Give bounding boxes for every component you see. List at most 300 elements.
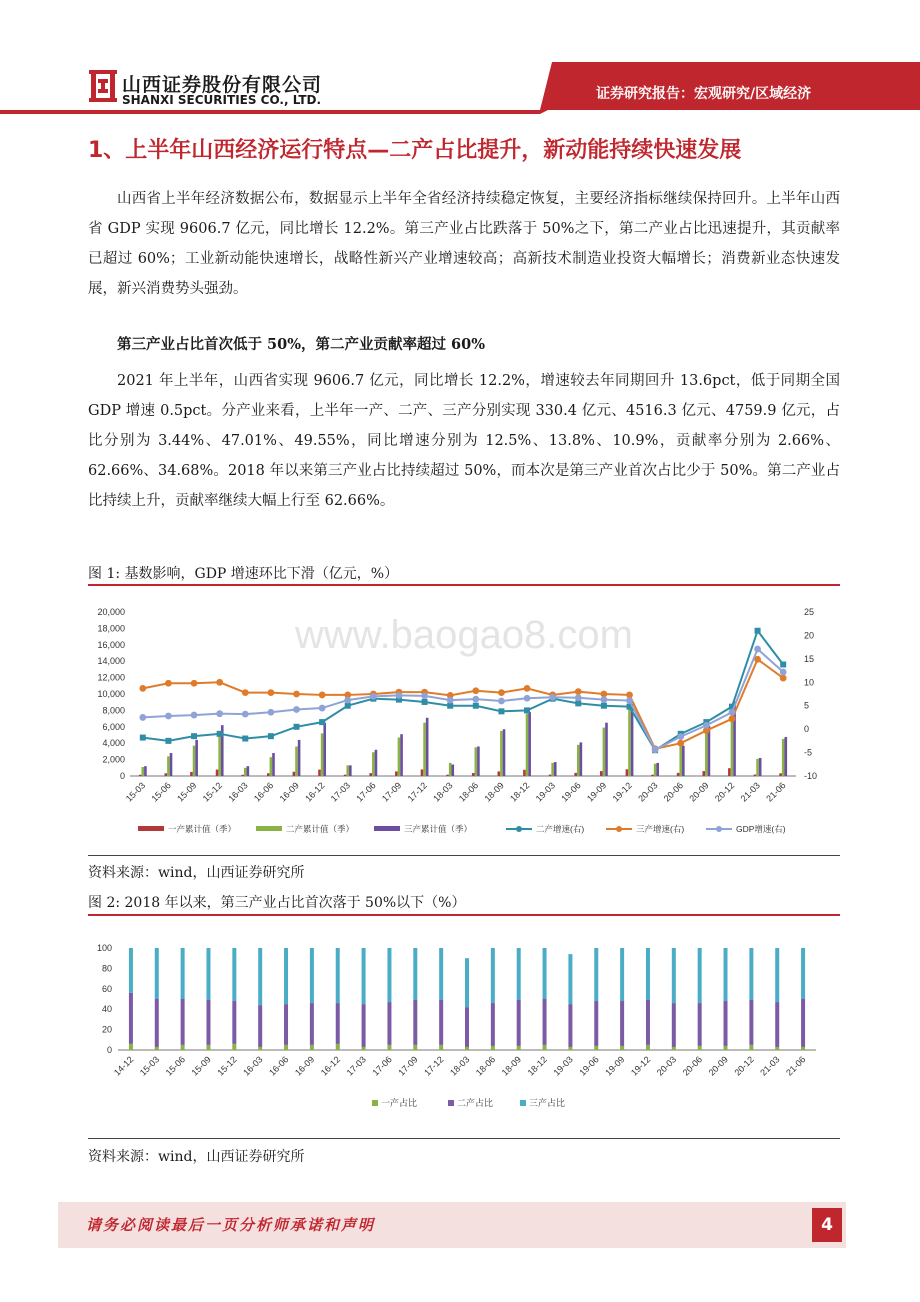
bar-2	[144, 766, 147, 776]
x-tick-label: 20-12	[713, 780, 737, 804]
bar-2	[605, 723, 608, 776]
stacked-bar-0	[724, 1046, 728, 1050]
stacked-bar-2	[129, 948, 133, 993]
x-tick-label: 18-03	[448, 1054, 472, 1078]
line-point	[575, 688, 582, 695]
x-tick-label: 16-09	[292, 1054, 317, 1078]
stacked-bar-1	[413, 1000, 417, 1045]
bar-0	[754, 775, 757, 776]
line-series-1	[143, 659, 783, 748]
bar-1	[475, 747, 478, 776]
stacked-bar-1	[181, 999, 185, 1045]
line-point	[267, 689, 274, 696]
bar-1	[167, 756, 170, 776]
line-point	[703, 722, 710, 729]
stacked-bar-1	[749, 1000, 753, 1045]
y-tick-label: 0	[106, 1045, 112, 1055]
bar-2	[349, 765, 352, 776]
watermark: www.baogao8.com	[295, 613, 633, 657]
bar-0	[165, 773, 168, 776]
stacked-bar-2	[465, 958, 469, 1007]
figure2-caption: 图 2: 2018 年以来，第三产业占比首次落于 50%以下（%）	[88, 895, 466, 911]
bar-2	[503, 729, 506, 776]
bar-1	[218, 734, 221, 776]
bar-1	[654, 764, 657, 776]
line-point	[345, 703, 351, 709]
bar-2	[323, 723, 326, 776]
x-tick-label: 21-03	[738, 780, 762, 804]
stacked-bar-1	[517, 1000, 521, 1046]
bar-0	[702, 771, 705, 776]
line-point	[549, 694, 556, 701]
x-tick-label: 19-09	[603, 1054, 627, 1078]
y-tick-label: 60	[101, 983, 112, 994]
bar-0	[523, 770, 526, 776]
bar-2	[554, 762, 557, 776]
body-paragraph	[88, 366, 840, 516]
stacked-bar-2	[232, 948, 236, 1001]
x-tick-label: 15-09	[189, 1054, 213, 1078]
bar-1	[398, 737, 401, 776]
stacked-bar-1	[594, 1001, 598, 1046]
x-tick-label: 16-06	[251, 780, 276, 804]
stacked-bar-1	[465, 1007, 469, 1047]
legend-swatch	[374, 826, 400, 831]
bar-0	[549, 775, 552, 776]
figure1-top-rule	[88, 584, 840, 586]
line-point	[755, 628, 761, 634]
x-tick-label: 20-03	[654, 1054, 679, 1078]
line-point	[319, 719, 325, 725]
x-tick-label: 17-06	[354, 780, 378, 804]
x-tick-label: 15-03	[137, 1054, 162, 1078]
stacked-bar-1	[362, 1004, 366, 1047]
bar-0	[344, 775, 347, 776]
line-point	[139, 714, 146, 721]
line-point	[498, 689, 505, 696]
y-left-tick-label: 20,000	[97, 607, 125, 617]
x-tick-label: 14-12	[111, 1054, 136, 1078]
section-title: 1、上半年山西经济运行特点—二产占比提升，新动能持续快速发展	[88, 138, 742, 163]
bar-1	[731, 713, 734, 776]
bar-0	[318, 770, 321, 776]
line-point	[216, 710, 223, 717]
line-point	[268, 733, 274, 739]
stacked-bar-1	[568, 1004, 572, 1047]
stacked-bar-2	[284, 948, 288, 1004]
stacked-bar-1	[620, 1001, 624, 1046]
x-tick-label: 19-12	[629, 1054, 653, 1078]
y-left-tick-label: 18,000	[97, 623, 125, 634]
bar-2	[298, 740, 301, 776]
x-tick-label: 15-03	[123, 780, 148, 804]
stacked-bar-0	[258, 1047, 262, 1050]
stacked-bar-0	[465, 1047, 469, 1050]
stacked-bar-1	[698, 1003, 702, 1046]
bar-1	[782, 739, 785, 776]
line-point	[447, 697, 454, 704]
stacked-bar-2	[594, 948, 598, 1001]
line-point	[575, 694, 582, 701]
line-point	[498, 698, 505, 705]
stacked-bar-0	[517, 1046, 521, 1050]
y-tick-label: 40	[101, 1004, 112, 1015]
line-point	[165, 713, 172, 720]
x-tick-label: 17-12	[422, 1054, 446, 1078]
line-point	[422, 699, 428, 705]
legend-label: 一产累计值（季）	[168, 824, 237, 834]
bar-2	[451, 765, 454, 776]
line-point	[242, 689, 249, 696]
y-right-tick-label: 0	[804, 724, 810, 735]
stacked-bar-2	[387, 948, 391, 1002]
stacked-bar-0	[129, 1044, 133, 1050]
bar-2	[528, 712, 531, 776]
bar-2	[759, 758, 762, 776]
legend-swatch	[520, 1100, 526, 1106]
line-point	[293, 706, 300, 713]
x-tick-label: 17-03	[344, 1054, 369, 1078]
x-tick-label: 19-06	[559, 780, 583, 804]
stacked-bar-0	[413, 1045, 417, 1050]
bar-1	[603, 728, 606, 776]
line-point	[575, 700, 581, 706]
line-point	[370, 693, 377, 700]
stacked-bar-1	[232, 1001, 236, 1044]
x-tick-label: 21-06	[764, 780, 788, 804]
company-name-en: SHANXI SECURITIES CO., LTD.	[122, 93, 322, 107]
figure1-bottom-rule	[88, 855, 840, 856]
bar-0	[293, 772, 296, 776]
figure1-chart	[88, 590, 840, 850]
x-tick-label: 18-06	[473, 1054, 498, 1078]
y-tick-label: 80	[101, 963, 112, 974]
line-point	[524, 707, 530, 713]
x-tick-label: 19-03	[551, 1054, 575, 1078]
y-left-tick-label: 0	[119, 771, 125, 781]
legend-label: 三产增速(右)	[636, 824, 685, 834]
y-tick-label: 100	[96, 943, 112, 953]
y-right-tick-label: -5	[804, 747, 813, 758]
stacked-bar-1	[206, 1000, 210, 1045]
bar-2	[247, 766, 250, 776]
y-tick-label: 20	[101, 1024, 112, 1035]
bar-0	[216, 770, 219, 776]
line-point	[600, 696, 607, 703]
stacked-bar-1	[155, 999, 159, 1047]
bar-1	[577, 745, 580, 776]
y-left-tick-label: 4,000	[102, 738, 125, 749]
stacked-bar-2	[362, 948, 366, 1004]
intro-paragraph	[88, 184, 840, 304]
line-point	[780, 669, 787, 676]
stacked-bar-2	[724, 948, 728, 1001]
x-tick-label: 16-12	[318, 1054, 343, 1078]
x-tick-label: 15-12	[215, 1054, 239, 1078]
figure1-caption: 图 1: 基数影响，GDP 增速环比下滑（亿元，%）	[88, 566, 399, 582]
line-point	[677, 740, 684, 747]
stacked-bar-0	[232, 1044, 236, 1050]
bar-1	[372, 752, 375, 776]
y-left-tick-label: 16,000	[97, 639, 125, 650]
stacked-bar-0	[646, 1045, 650, 1050]
bar-0	[779, 773, 782, 776]
x-tick-label: 20-06	[680, 1054, 705, 1078]
sub-title: 第三产业占比首次低于 50%，第二产业贡献率超过 60%	[117, 336, 486, 353]
stacked-bar-2	[543, 948, 547, 999]
legend-swatch	[372, 1100, 378, 1106]
legend-marker	[516, 826, 522, 832]
stacked-bar-0	[155, 1047, 159, 1050]
bar-1	[142, 767, 145, 776]
line-point	[344, 697, 351, 704]
legend-label: 二产占比	[457, 1098, 494, 1108]
stacked-bar-0	[336, 1044, 340, 1050]
bar-0	[472, 773, 475, 776]
y-left-tick-label: 10,000	[97, 689, 125, 699]
line-point	[652, 746, 659, 753]
x-tick-label: 15-06	[149, 780, 173, 804]
line-point	[677, 733, 684, 740]
legend-label: 三产累计值（季）	[404, 824, 473, 834]
y-right-tick-label: 20	[804, 630, 815, 641]
y-left-tick-label: 6,000	[102, 721, 125, 732]
x-tick-label: 20-09	[706, 1054, 730, 1078]
stacked-bar-2	[258, 948, 262, 1005]
bar-0	[267, 773, 270, 776]
bar-2	[784, 737, 787, 776]
stacked-bar-2	[620, 948, 624, 1001]
bar-1	[295, 746, 298, 776]
stacked-bar-1	[258, 1005, 262, 1047]
footer-disclaimer: 请务必阅读最后一页分析师承诺和声明	[86, 1216, 376, 1234]
stacked-bar-1	[543, 999, 547, 1045]
stacked-bar-1	[491, 1003, 495, 1046]
x-tick-label: 19-09	[584, 780, 609, 804]
bar-2	[682, 746, 685, 776]
x-tick-label: 18-06	[456, 780, 481, 804]
stacked-bar-2	[517, 948, 521, 1000]
body-text: 2021 年上半年，山西省实现 9606.7 亿元，同比增长 12.2%，增速较去年同期回升 13.6pct，低于同期全国 GDP 增速 0.5pct。分产业来看，上半年一产、二产、三产分别实现 330.4 亿元、4516.3 亿元、4759.9 亿元，占比分别为 3.44%、47.01%、49.55%，同比增速分别为 12.5%、13.8%、10.9%，贡献率分别为 2.66%、62.66%、34.68%。2018 年以来第三产业占比持续超过 50%，而本次是第三产业首次占比少于 50%。第二产业占比持续上升，贡献率继续大幅上行至 62.66%。	[88, 373, 840, 509]
stacked-bar-1	[724, 1001, 728, 1046]
x-tick-label: 18-12	[525, 1054, 549, 1078]
y-left-tick-label: 12,000	[97, 672, 125, 683]
stacked-bar-0	[801, 1047, 805, 1050]
bar-2	[400, 734, 403, 776]
line-point	[140, 735, 146, 741]
page-number: 4	[812, 1208, 842, 1242]
stacked-bar-1	[129, 993, 133, 1044]
y-right-tick-label: 15	[804, 653, 815, 664]
stacked-bar-1	[646, 1000, 650, 1045]
stacked-bar-0	[620, 1046, 624, 1050]
line-point	[216, 679, 223, 686]
x-tick-label: 18-12	[508, 780, 532, 804]
bar-2	[375, 750, 378, 776]
stacked-bar-2	[336, 948, 340, 1003]
bar-0	[369, 773, 372, 776]
line-point	[472, 687, 479, 694]
x-tick-label: 20-12	[732, 1054, 756, 1078]
line-point	[754, 646, 761, 653]
legend-label: 一产占比	[381, 1098, 418, 1108]
bar-1	[551, 763, 554, 776]
stacked-bar-2	[439, 948, 443, 1000]
x-tick-label: 16-12	[303, 780, 327, 804]
company-logo	[86, 66, 120, 106]
stacked-bar-2	[749, 948, 753, 1000]
stacked-bar-0	[698, 1046, 702, 1050]
stacked-bar-2	[155, 948, 159, 999]
bar-0	[446, 775, 449, 776]
y-left-tick-label: 2,000	[102, 754, 125, 765]
legend-label: 二产累计值（季）	[286, 824, 355, 834]
stacked-bar-2	[568, 954, 572, 1004]
bar-2	[631, 704, 634, 776]
x-tick-label: 16-03	[241, 1054, 265, 1078]
line-point	[191, 712, 198, 719]
line-point	[729, 715, 736, 722]
bar-2	[656, 763, 659, 776]
bar-2	[426, 718, 429, 776]
x-tick-label: 17-12	[405, 780, 429, 804]
stacked-bar-0	[310, 1045, 314, 1050]
bar-1	[628, 709, 631, 776]
figure2-top-rule	[88, 914, 840, 916]
line-point	[242, 711, 249, 718]
bar-0	[600, 771, 603, 776]
line-point	[191, 733, 197, 739]
stacked-bar-1	[775, 1002, 779, 1047]
stacked-bar-2	[646, 948, 650, 1000]
x-tick-label: 20-09	[687, 780, 711, 804]
legend-label: 二产增速(右)	[536, 824, 585, 834]
line-point	[473, 703, 479, 709]
line-point	[780, 675, 787, 682]
bar-1	[679, 746, 682, 776]
figure2-source: 资料来源：wind，山西证券研究所	[88, 1149, 305, 1165]
line-point	[294, 724, 300, 730]
line-point	[165, 680, 172, 687]
figure1-source: 资料来源：wind，山西证券研究所	[88, 865, 305, 881]
x-tick-label: 18-09	[482, 780, 506, 804]
bar-0	[498, 771, 501, 776]
line-point	[293, 691, 300, 698]
stacked-bar-1	[284, 1004, 288, 1045]
stacked-bar-1	[439, 1000, 443, 1045]
x-tick-label: 18-09	[499, 1054, 524, 1078]
legend-marker	[616, 826, 622, 832]
stacked-bar-0	[439, 1045, 443, 1050]
bar-0	[677, 773, 680, 776]
line-point	[472, 696, 479, 703]
stacked-bar-0	[387, 1045, 391, 1050]
line-point	[524, 695, 531, 702]
stacked-bar-2	[672, 948, 676, 1003]
line-point	[165, 738, 171, 744]
stacked-bar-0	[362, 1047, 366, 1050]
stacked-bar-2	[310, 948, 314, 1003]
x-tick-label: 20-06	[661, 780, 686, 804]
bar-1	[193, 746, 196, 776]
y-right-tick-label: 25	[804, 607, 815, 617]
bar-1	[270, 757, 273, 776]
line-point	[729, 709, 736, 716]
bar-1	[756, 759, 759, 776]
x-tick-label: 16-09	[277, 780, 301, 804]
stacked-bar-1	[672, 1003, 676, 1047]
legend-swatch	[256, 826, 282, 831]
stacked-bar-0	[284, 1045, 288, 1050]
bar-2	[580, 742, 583, 776]
x-tick-label: 17-06	[370, 1054, 394, 1078]
figure2-bottom-rule	[88, 1138, 840, 1139]
stacked-bar-1	[387, 1002, 391, 1045]
line-point	[319, 692, 326, 699]
report-type: 证券研究报告：宏观研究/区域经济	[596, 86, 812, 102]
x-tick-label: 19-06	[577, 1054, 601, 1078]
stacked-bar-2	[801, 948, 805, 999]
line-point	[396, 692, 403, 699]
stacked-bar-0	[206, 1045, 210, 1050]
stacked-bar-2	[181, 948, 185, 999]
stacked-bar-1	[336, 1003, 340, 1044]
x-tick-label: 18-03	[431, 780, 455, 804]
bar-0	[651, 775, 654, 776]
bar-1	[423, 723, 426, 776]
stacked-bar-0	[672, 1047, 676, 1050]
y-right-tick-label: -10	[804, 771, 818, 781]
line-point	[601, 703, 607, 709]
stacked-bar-0	[749, 1045, 753, 1050]
line-point	[319, 705, 326, 712]
x-tick-label: 16-06	[267, 1054, 291, 1078]
y-right-tick-label: 5	[804, 700, 810, 711]
line-point	[498, 708, 504, 714]
stacked-bar-2	[413, 948, 417, 1000]
stacked-bar-2	[491, 948, 495, 1003]
line-point	[217, 731, 223, 737]
y-right-tick-label: 10	[804, 677, 815, 688]
x-tick-label: 21-03	[758, 1054, 782, 1078]
bar-1	[346, 765, 349, 776]
stacked-bar-0	[775, 1047, 779, 1050]
bar-0	[421, 769, 424, 776]
bar-1	[526, 714, 529, 776]
stacked-bar-1	[310, 1003, 314, 1045]
bar-1	[449, 763, 452, 776]
x-tick-label: 19-12	[610, 780, 634, 804]
x-tick-label: 17-03	[328, 780, 353, 804]
bar-1	[244, 768, 247, 776]
legend-label: GDP增速(右)	[736, 824, 786, 834]
bar-0	[574, 773, 577, 776]
bar-1	[705, 730, 708, 776]
bar-1	[321, 733, 324, 776]
line-series-2	[143, 649, 783, 750]
stacked-bar-0	[181, 1045, 185, 1050]
line-point	[421, 692, 428, 699]
line-point	[242, 736, 248, 742]
line-point	[626, 697, 633, 704]
bar-2	[272, 753, 275, 776]
x-tick-label: 16-03	[226, 780, 250, 804]
x-tick-label: 15-12	[200, 780, 225, 804]
bar-2	[170, 753, 173, 776]
legend-swatch	[138, 826, 164, 831]
line-point	[267, 709, 274, 716]
legend-marker	[716, 826, 722, 832]
